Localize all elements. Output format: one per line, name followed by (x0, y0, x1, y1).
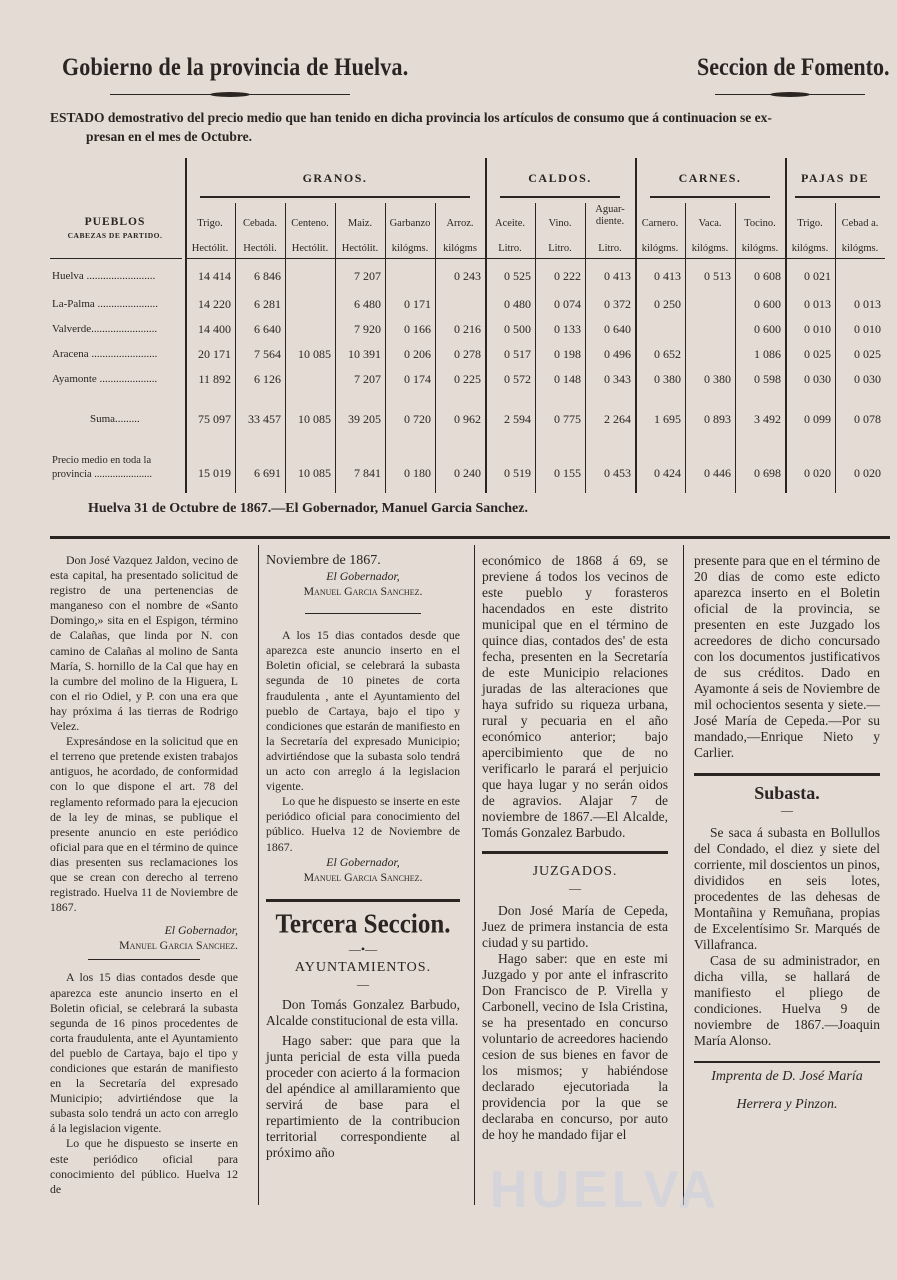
avg-cell: 6 691 (254, 466, 281, 480)
table-cell: 0 380 (654, 372, 681, 386)
aguardiente-line-2: diente. (595, 216, 625, 227)
table-cell: 0 413 (654, 269, 681, 283)
avg-cell: 0 446 (704, 466, 731, 480)
table-cell: 0 078 (854, 412, 881, 426)
group-caldos: CALDOS. (528, 171, 592, 185)
table-cell: 0 572 (504, 372, 531, 386)
avg-cell: 0 020 (804, 466, 831, 480)
table-footer-signature: Huelva 31 de Octubre de 1867.—El Gobernador, Manuel Garcia Sanchez. (88, 501, 528, 516)
header-ornament-right (715, 92, 865, 98)
table-cell: 0 608 (754, 269, 781, 283)
row-label: Aracena ........................ (52, 348, 158, 360)
column-header-13: Cebad a. (841, 218, 879, 229)
header-ornament-left (110, 92, 350, 98)
short-dash-2: — (569, 881, 581, 896)
column-header-4: Garbanzo (389, 218, 431, 229)
group-granos: GRANOS. (302, 171, 368, 185)
col3-thick-rule (482, 851, 668, 854)
table-vline-9 (635, 158, 637, 493)
avg-label-line-1: Precio medio en toda la (52, 455, 152, 466)
col2-junta-notice: Hago saber: que para que la junta pericial de esta villa pueda proceder con acierto á la formacion del apéndice al amillaramiento que servirá de base para el repartimiento de la contribucion territorial correspondiente al próximo año (266, 1032, 460, 1160)
section-divider (50, 536, 890, 539)
table-cell: 6 281 (254, 297, 281, 311)
left-heading: Gobierno de la provincia de Huelva. (62, 52, 409, 81)
table-cell: 75 097 (198, 412, 231, 426)
col2-signature-title: El Gobernador, (326, 569, 400, 583)
col4-thick-rule (694, 773, 880, 776)
col2-separator-1 (305, 613, 421, 614)
pueblos-header: PUEBLOS (84, 216, 146, 228)
col4-subasta-notice: Se saca á subasta en Bollullos del Condado, el diez y siete del corriente, mil doscientos un pinos, divididos en seis lotes, procedentes de las dehesas de Montañina y Remuñana, propias de Excelentísimo Sr. Marqués de Villafranca. (694, 825, 880, 953)
table-cell: 1 695 (654, 412, 681, 426)
group-line-caldos (500, 196, 620, 201)
table-cell: 0 198 (554, 347, 581, 361)
short-dash: — (357, 976, 369, 991)
unit-header-4: kilógms. (385, 240, 435, 259)
table-cell: 7 207 (354, 269, 381, 283)
column-header-12: Trigo. (797, 218, 823, 229)
table-cell: 0 206 (404, 347, 431, 361)
table-cell: 39 205 (348, 412, 381, 426)
table-cell: 0 652 (654, 347, 681, 361)
avg-row-label (52, 454, 152, 482)
group-line-granos (200, 196, 470, 201)
table-cell: 0 013 (804, 297, 831, 311)
tercera-seccion-heading: Tercera Seccion. (275, 909, 451, 940)
avg-cell: 0 155 (554, 466, 581, 480)
column-header-6: Aceite. (494, 218, 526, 229)
unit-header-3: Hectólit. (335, 240, 385, 259)
table-cell: 0 250 (654, 297, 681, 311)
table-cell: 0 600 (754, 297, 781, 311)
column-header-1: Cebada. (242, 218, 278, 229)
table-cell: 0 010 (854, 322, 881, 336)
table-cell: 0 962 (454, 412, 481, 426)
column-header-8 (585, 204, 635, 228)
avg-cell: 0 240 (454, 466, 481, 480)
table-cell: 14 400 (198, 322, 231, 336)
col4-administrador-note: Casa de su administrador, en dicha villa, se hallará de manifiesto el pliego de condiciones. Huelva 9 de noviembre de 1867.—Joaquin María Alonso. (694, 953, 880, 1049)
ayuntamientos-heading: AYUNTAMIENTOS. (294, 959, 432, 975)
column-4 (694, 553, 880, 1113)
table-cell: 0 775 (554, 412, 581, 426)
col2-date: Noviembre de 1867. (266, 553, 381, 568)
table-cell: 0 893 (704, 412, 731, 426)
col3-alajar-notice: económico de 1868 á 69, se previene á todos los vecinos de este pueblo y forasteros hacendados en este distrito municipal que en el término de quince dias, contados des' de esta fecha, presenten en la Secretaría de este Municipio relaciones juradas de las alteraciones que haya sufrido su riqueza urbana, rural y pecuaria en el año económico anterior; bajo apercibimiento que de no verificarlo le parará el perjuicio que haya lugar y no serán oidos de agravios. Alajar 7 de noviembre de 1867.—El Alcalde, Tomás Gonzalez Barbudo. (482, 553, 668, 840)
table-cell: 7 920 (354, 322, 381, 336)
unit-header-5: kilógms (435, 240, 485, 259)
table-cell: 0 166 (404, 322, 431, 336)
column-header-5: Arroz. (446, 218, 474, 229)
table-cell: 7 207 (354, 372, 381, 386)
group-carnes: CARNES. (678, 171, 742, 185)
col2-pine-auction: A los 15 dias contados desde que aparezca este anuncio inserto en el Boletin oficial, se celebrará la subasta segunda de 10 pinetes de corta fraudulenta , ante el Ayuntamiento del pueblo de Cartaya, bajo el tipo y condiciones que estarán de manifiesto en la Secretaría del expresado Municipio; advirtiéndose que la subasta solo tendrá un acto con arreglo á la legislacion vigente. (266, 628, 460, 794)
table-cell: 0 099 (804, 412, 831, 426)
unit-header-8: Litro. (585, 240, 635, 259)
col2-signature-name-2: Manuel Garcia Sanchez. (303, 869, 423, 884)
table-cell: 0 525 (504, 269, 531, 283)
row-label: Suma......... (90, 413, 140, 425)
table-cell: 33 457 (248, 412, 281, 426)
short-dash-3: — (781, 803, 793, 818)
imprenta-line-1: Imprenta de D. José María (711, 1069, 863, 1085)
unit-header-12: kilógms. (785, 240, 835, 259)
right-heading: Seccion de Fomento. (697, 52, 890, 81)
table-cell: 0 343 (604, 372, 631, 386)
table-cell: 0 513 (704, 269, 731, 283)
avg-cell: 10 085 (298, 466, 331, 480)
group-pajas: PAJAS DE (800, 171, 870, 185)
col3-judge-intro: Don José María de Cepeda, Juez de primera instancia de esta ciudad y su partido. (482, 903, 668, 951)
avg-cell: 0 424 (654, 466, 681, 480)
table-cell: 0 380 (704, 372, 731, 386)
table-cell: 10 391 (348, 347, 381, 361)
col2-signature-name: Manuel Garcia Sanchez. (303, 584, 423, 599)
table-cell: 2 594 (504, 412, 531, 426)
row-label: Ayamonte ..................... (52, 373, 158, 385)
avg-cell: 15 019 (198, 466, 231, 480)
column-2 (266, 553, 460, 1161)
table-cell: 14 414 (198, 269, 231, 283)
column-header-9: Carnero. (641, 218, 679, 229)
column-header-2: Centeno. (291, 218, 329, 229)
subasta-heading: Subasta. (754, 783, 820, 803)
table-cell: 0 225 (454, 372, 481, 386)
table-cell: 0 171 (404, 297, 431, 311)
avg-cell: 0 180 (404, 466, 431, 480)
column-divider-1 (258, 545, 259, 1205)
aguardiente-line-1: Aguar- (595, 204, 625, 215)
col1-publication-note: Lo que he dispuesto se inserte en este periódico oficial para conocimiento del público. Huelva 12 de (50, 1136, 238, 1196)
col4-rule (694, 1061, 880, 1063)
avg-cell: 0 519 (504, 466, 531, 480)
price-table (50, 158, 885, 493)
table-cell: 0 720 (404, 412, 431, 426)
avg-cell: 0 453 (604, 466, 631, 480)
table-cell: 10 085 (298, 412, 331, 426)
column-divider-2 (474, 545, 475, 1205)
table-cell: 0 074 (554, 297, 581, 311)
column-3 (482, 553, 668, 1143)
table-cell: 0 133 (554, 322, 581, 336)
col2-mayor-intro: Don Tomás Gonzalez Barbudo, Alcalde constitucional de esta villa. (266, 996, 460, 1028)
table-cell: 10 085 (298, 347, 331, 361)
table-cell: 6 480 (354, 297, 381, 311)
column-header-10: Vaca. (698, 218, 722, 229)
intro-line-2: presan en el mes de Octubre. (86, 129, 252, 144)
table-cell: 0 216 (454, 322, 481, 336)
column-header-3: Maiz. (347, 218, 373, 229)
col2-thick-rule (266, 899, 460, 902)
table-cell: 6 846 (254, 269, 281, 283)
table-cell: 0 500 (504, 322, 531, 336)
group-line-pajas (795, 196, 880, 201)
table-cell: 11 892 (198, 372, 231, 386)
table-cell: 14 220 (198, 297, 231, 311)
col1-mining-resolution: Expresándose en la solicitud que en el terreno que pretende existen trabajos antiguos, he acordado, de conformidad con lo que dispone el art. 78 del reglamento reformado para la ejecucion de la ley de minas, se publique el presente anuncio en este periódico oficial para que en el término de quince dias presenten sus reclamaciones los que se crean con derecho al terreno registrado. Huelva 11 de Noviembre de 1867. (50, 734, 238, 915)
unit-header-7: Litro. (535, 240, 585, 259)
unit-header-10: kilógms. (685, 240, 735, 259)
table-cell: 0 148 (554, 372, 581, 386)
col4-edict-text: presente para que en el término de 20 dias de como este edicto aparezca inserto en el Boletin oficial de la provincia, se presenten en este Juzgado los acreedores de dicho concursado con los documentos justificativos de sus créditos. Dado en Ayamonte á seis de Noviembre de mil ochocientos sesenta y siete.—José María de Cepeda.—Por su mandado,—Enrique Nieto y Carlier. (694, 553, 880, 760)
intro-text (50, 108, 890, 146)
table-cell: 0 013 (854, 297, 881, 311)
row-label: La-Palma ...................... (52, 298, 159, 310)
unit-header-2: Hectólit. (285, 240, 335, 259)
table-cell: 6 126 (254, 372, 281, 386)
col1-separator (88, 959, 201, 960)
pueblos-rule (50, 258, 182, 259)
table-cell: 0 174 (404, 372, 431, 386)
table-cell: 0 243 (454, 269, 481, 283)
col2-publication-note: Lo que he dispuesto se inserte en este periódico oficial para conocimiento del público. Huelva 12 de Noviembre de 1867. (266, 794, 460, 854)
table-cell: 0 640 (604, 322, 631, 336)
unit-header-6: Litro. (485, 240, 535, 259)
table-cell: 0 598 (754, 372, 781, 386)
col1-signature-name: Manuel Garcia Sanchez. (119, 938, 238, 953)
table-cell: 3 492 (754, 412, 781, 426)
col3-concurso-notice: Hago saber: que en este mi Juzgado y por ante el infrascrito Don Francisco de P. Virella y Carbonell, vecino de Isla Cristina, se ha presentado en concurso voluntario de acreedores haciendo cesion de sus bienes en favor de los mismos; y habiéndose declarado ejecutoriada la providencia por la que se declaraba en concurso, por auto de hoy he mandado fijar el (482, 951, 668, 1143)
table-cell: 0 496 (604, 347, 631, 361)
table-cell: 0 600 (754, 322, 781, 336)
unit-header-13: kilógms. (835, 240, 885, 259)
table-cell: 0 222 (554, 269, 581, 283)
table-cell: 0 413 (604, 269, 631, 283)
table-cell: 2 264 (604, 412, 631, 426)
table-cell: 0 480 (504, 297, 531, 311)
imprenta-line-2: Herrera y Pinzon. (736, 1097, 838, 1113)
table-cell: 0 030 (804, 372, 831, 386)
column-header-11: Tocino. (744, 218, 776, 229)
ornament-dash: —•— (348, 941, 378, 956)
table-cell: 0 030 (854, 372, 881, 386)
avg-cell: 7 841 (354, 466, 381, 480)
col1-pine-auction: A los 15 dias contados desde que aparezca este anuncio inserto en el Boletin oficial, se celebrará la subasta segunda de 16 pinos procedentes de corta fraudulenta, ante el Ayuntamiento del pueblo de Cartaya, bajo el tipo y condiciones que estarán de manifiesto en la Secretaría del expresado Municipio; advirtiéndose que la subasta solo tendrá un acto con arreglo á la legislacion vigente. (50, 970, 238, 1136)
table-cell: 0 025 (804, 347, 831, 361)
column-header-7: Vino. (548, 218, 572, 229)
column-header-0: Trigo. (197, 218, 223, 229)
table-cell: 6 640 (254, 322, 281, 336)
table-cell: 0 372 (604, 297, 631, 311)
column-1 (50, 553, 238, 1197)
unit-header-9: kilógms. (635, 240, 685, 259)
avg-cell: 0 020 (854, 466, 881, 480)
table-cell: 0 010 (804, 322, 831, 336)
pueblos-subheader: CABEZAS DE PARTIDO. (67, 231, 163, 240)
unit-header-0: Hectólit. (185, 240, 235, 259)
col1-mining-notice: Don José Vazquez Jaldon, vecino de esta capital, ha presentado solicitud de registro de una pertenencias de manganeso con el nombre de «Santo Domingo,» sita en el Espigon, término de Calañas, que linda por N. con camino de Calañas al molino de Santa María, S. hornillo de la Cal que hay en la cumbre del molino de la Higuera, L con el rio Odiel, y P. con una era que hay próxima á las tierras de Rodrigo Velez. (50, 553, 238, 734)
col2-signature-title-2: El Gobernador, (326, 854, 400, 869)
table-cell: 0 025 (854, 347, 881, 361)
intro-line-1: ESTADO demostrativo del precio medio que han tenido en dicha provincia los artículos de consumo que á continuacion se ex- (50, 110, 772, 125)
avg-label-line-2: provincia ...................... (52, 469, 153, 480)
watermark-text: HUELVA (490, 1161, 721, 1219)
avg-cell: 0 698 (754, 466, 781, 480)
table-cell: 0 278 (454, 347, 481, 361)
table-cell: 0 021 (804, 269, 831, 283)
column-divider-3 (683, 545, 684, 1205)
row-label: Valverde........................ (52, 323, 158, 335)
table-cell: 20 171 (198, 347, 231, 361)
row-label: Huelva ......................... (52, 270, 156, 282)
juzgados-heading: JUZGADOS. (532, 864, 618, 879)
col1-signature-title: El Gobernador, (164, 923, 238, 938)
group-line-carnes (650, 196, 770, 201)
table-cell: 7 564 (254, 347, 281, 361)
unit-header-1: Hectóli. (235, 240, 285, 259)
table-cell: 0 517 (504, 347, 531, 361)
unit-header-11: kilógms. (735, 240, 785, 259)
table-cell: 1 086 (754, 347, 781, 361)
